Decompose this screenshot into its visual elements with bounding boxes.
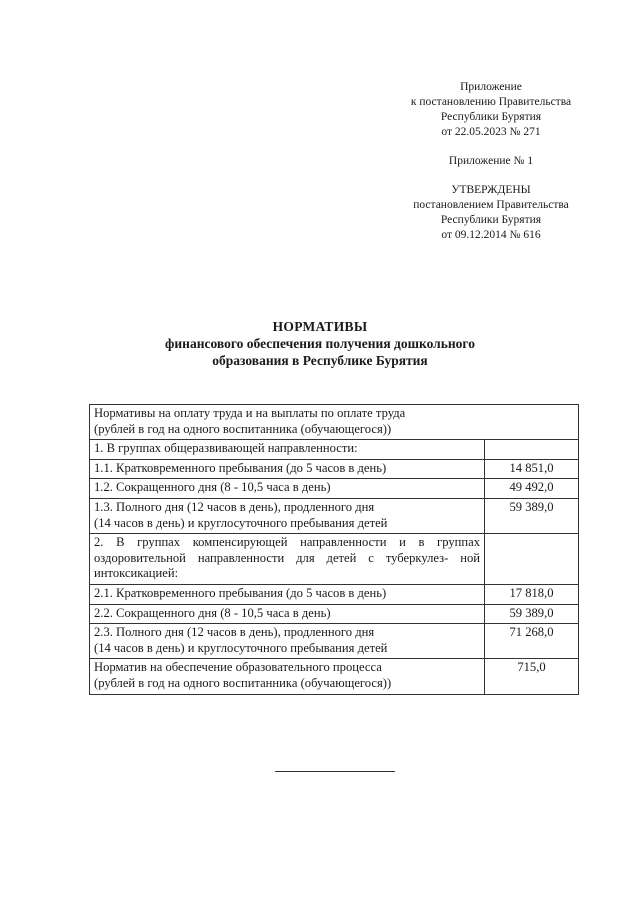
table-row bbox=[90, 604, 579, 624]
footer-divider bbox=[275, 771, 395, 772]
table-heading-row bbox=[90, 405, 579, 440]
title-line: НОРМАТИВЫ bbox=[272, 319, 368, 334]
appendix-label-block bbox=[375, 154, 607, 169]
row-label-cell bbox=[90, 659, 485, 694]
header-reference-block bbox=[375, 80, 607, 140]
row-label-line: (рублей в год на одного воспитанника (обучающегося)) bbox=[94, 675, 392, 690]
approved-line: постановлением Правительства bbox=[413, 199, 569, 211]
appendix-label: Приложение № 1 bbox=[448, 155, 534, 167]
approved-block bbox=[375, 183, 607, 243]
row-value-cell: 715,0 bbox=[485, 659, 579, 694]
table-row bbox=[90, 659, 579, 694]
row-label-line: 2.1. Кратковременного пребывания (до 5 часов в день) bbox=[94, 585, 387, 600]
title-line: образования в Республике Бурятия bbox=[212, 353, 428, 368]
norms-table bbox=[89, 404, 579, 695]
approved-line: от 09.12.2014 № 616 bbox=[441, 229, 541, 241]
row-value-cell: 59 389,0 bbox=[485, 498, 579, 533]
header-line: от 22.05.2023 № 271 bbox=[441, 126, 541, 138]
row-value-cell bbox=[485, 440, 579, 460]
row-label-line: 2.3. Полного дня (12 часов в день), продленного дня bbox=[94, 625, 375, 640]
table-row bbox=[90, 624, 579, 659]
row-label-line: (14 часов в день) и круглосуточного пребывания детей bbox=[94, 515, 388, 530]
row-label-line: (14 часов в день) и круглосуточного пребывания детей bbox=[94, 640, 388, 655]
row-label-cell bbox=[90, 534, 485, 585]
row-label-cell bbox=[90, 479, 485, 499]
table-heading-line: Нормативы на оплату труда и на выплаты по оплате труда bbox=[94, 406, 406, 420]
row-label-cell bbox=[90, 584, 485, 604]
table-row bbox=[90, 440, 579, 460]
row-value-cell: 59 389,0 bbox=[485, 604, 579, 624]
header-line: Республики Бурятия bbox=[440, 111, 542, 123]
row-label-line: 1.3. Полного дня (12 часов в день), продленного дня bbox=[94, 499, 375, 514]
header-line: к постановлению Правительства bbox=[410, 96, 572, 108]
row-label-cell bbox=[90, 498, 485, 533]
title-line: финансового обеспечения получения дошкольного bbox=[165, 336, 475, 351]
row-label-line: 2. В группах компенсирующей направленности и в группах оздоровительной направленности для детей с туберкулез- ной интоксикацией: bbox=[94, 535, 480, 581]
document-title bbox=[0, 318, 640, 369]
row-label-line: 1.1. Кратковременного пребывания (до 5 часов в день) bbox=[94, 460, 387, 475]
row-label-cell bbox=[90, 459, 485, 479]
row-value-cell: 17 818,0 bbox=[485, 584, 579, 604]
row-label-cell bbox=[90, 604, 485, 624]
table-row bbox=[90, 498, 579, 533]
row-label-cell bbox=[90, 440, 485, 460]
row-value-cell: 71 268,0 bbox=[485, 624, 579, 659]
row-value-cell bbox=[485, 534, 579, 585]
approved-line: УТВЕРЖДЕНЫ bbox=[451, 184, 531, 196]
approved-line: Республики Бурятия bbox=[440, 214, 542, 226]
row-value-cell: 49 492,0 bbox=[485, 479, 579, 499]
row-label-line: 1. В группах общеразвивающей направленности: bbox=[94, 441, 358, 456]
table-heading-cell bbox=[90, 405, 579, 440]
row-label-cell bbox=[90, 624, 485, 659]
table-row bbox=[90, 479, 579, 499]
table-heading-line: (рублей в год на одного воспитанника (обучающегося)) bbox=[94, 421, 392, 436]
header-line: Приложение bbox=[460, 81, 522, 93]
row-value-cell: 14 851,0 bbox=[485, 459, 579, 479]
row-label-line: Норматив на обеспечение образовательного процесса bbox=[94, 660, 382, 675]
row-label-line: 1.2. Сокращенного дня (8 - 10,5 часа в день) bbox=[94, 480, 331, 495]
table-row bbox=[90, 459, 579, 479]
table-row bbox=[90, 584, 579, 604]
table-row bbox=[90, 534, 579, 585]
row-label-line: 2.2. Сокращенного дня (8 - 10,5 часа в день) bbox=[94, 605, 331, 620]
